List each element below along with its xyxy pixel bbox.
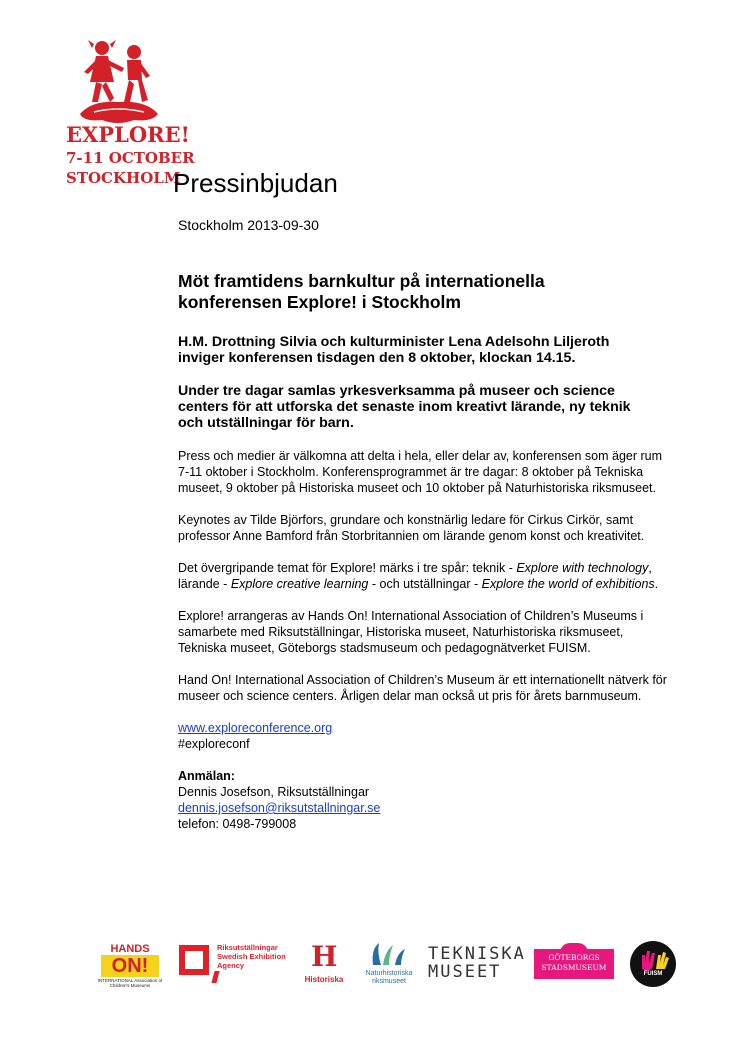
riksutstallningar-text	[217, 943, 286, 970]
body-paragraph-3	[178, 560, 698, 592]
headline-line: Möt framtidens barnkultur på internationella	[178, 271, 545, 291]
page-title: Pressinbjudan	[173, 168, 338, 198]
logo-dates: 7-11 OCTOBER	[66, 149, 195, 167]
track-name: Explore the world of exhibitions	[481, 577, 655, 591]
body-paragraph-1	[178, 448, 698, 496]
headline	[178, 271, 698, 313]
tekniska-line: MUSEET	[428, 962, 502, 982]
riksutstallningar-line: Agency	[217, 961, 245, 970]
body-text: - och utställningar -	[368, 577, 482, 591]
lead-paragraph-1	[178, 334, 698, 366]
hashtag: #exploreconf	[178, 737, 250, 751]
links-block	[178, 720, 698, 752]
children-running-icon	[72, 36, 164, 126]
body-text: ,	[648, 561, 652, 575]
body-line: professor Anne Bamford från Storbritannien om lärande genom konst och kreativitet.	[178, 529, 645, 543]
body-text: lärande -	[178, 577, 231, 591]
riksutstallningar-line: Swedish Exhibition	[217, 952, 286, 961]
tekniska-line: TEKNISKA	[428, 944, 526, 964]
hands-on-logo-mid: ON!	[101, 955, 159, 977]
partner-logos	[97, 935, 677, 995]
body-line	[178, 560, 698, 576]
goteborgs-line: GÖTEBORGS	[548, 953, 600, 962]
tekniska-museet-logo	[428, 945, 524, 985]
naturhistoriska-line: riksmuseet	[372, 978, 406, 985]
logo-title: EXPLORE!	[66, 122, 190, 147]
naturhistoriska-mark-icon	[361, 939, 417, 969]
hands-on-logo-top: HANDS	[110, 943, 150, 955]
naturhistoriska-name	[361, 970, 417, 986]
lead-line: Under tre dagar samlas yrkesverksamma på museer och science	[178, 383, 615, 399]
historiska-h-icon: H	[311, 940, 338, 973]
lead-line: centers för att utforska det senaste inom kreativt lärande, ny teknik	[178, 399, 631, 415]
body-text: Det övergripande temat för Explore! märks i tre spår: teknik -	[178, 561, 517, 575]
historiska-logo	[302, 941, 344, 991]
lead-paragraph-2	[178, 383, 698, 431]
lead-line: och utställningar för barn.	[178, 415, 354, 431]
body-paragraph-2	[178, 512, 698, 544]
body-line: Tekniska museet, Göteborgs stadsmuseum och pedagognätverket FUISM.	[178, 641, 591, 655]
lead-line: H.M. Drottning Silvia och kulturminister Lena Adelsohn Liljeroth	[178, 334, 610, 350]
website-link[interactable]: www.exploreconference.org	[178, 721, 333, 735]
explore-logo	[66, 36, 195, 196]
naturhistoriska-logo	[361, 939, 417, 989]
hands-on-logo	[97, 943, 163, 988]
document-body	[178, 271, 698, 848]
body-line: Hand On! International Association of Children’s Museum är ett internationellt nätverk för	[178, 673, 667, 687]
headline-line: konferensen Explore! i Stockholm	[178, 292, 461, 312]
track-name: Explore creative learning	[230, 577, 369, 591]
riksutstallningar-square-icon	[179, 945, 209, 975]
goteborgs-text	[534, 953, 614, 973]
goteborgs-line: STADSMUSEUM	[541, 963, 607, 972]
track-name: Explore with technology	[516, 561, 649, 575]
hands-on-logo-bottom: INTERNATIONAL Association of Children's Museums	[97, 978, 163, 988]
body-text: .	[654, 577, 659, 591]
fuism-logo	[630, 941, 676, 987]
contact-email-link[interactable]: dennis.josefson@riksutstallningar.se	[178, 801, 381, 815]
body-paragraph-4	[178, 608, 698, 656]
riksutstallningar-comma-icon	[211, 971, 219, 983]
contact-block	[178, 768, 698, 832]
contact-label: Anmälan:	[178, 769, 235, 783]
goteborgs-stadsmuseum-logo	[534, 943, 614, 981]
naturhistoriska-line: Naturhistoriska	[365, 970, 413, 977]
riksutstallningar-line: Riksutställningar	[217, 943, 278, 952]
historiska-name: Historiska	[304, 975, 344, 984]
body-line: museer och science centers. Årligen delar man också ut pris för årets barnmuseum.	[178, 689, 642, 703]
logo-city: STOCKHOLM	[66, 169, 181, 187]
body-line: Keynotes av Tilde Björfors, grundare och konstnärlig ledare för Cirkus Cirkör, samt	[178, 513, 634, 527]
riksutstallningar-logo	[179, 943, 291, 989]
body-paragraph-5	[178, 672, 698, 704]
body-line: Press och medier är välkomna att delta i hela, eller delar av, konferensen som äger rum	[178, 449, 663, 463]
body-line: museet, 9 oktober på Historiska museet och 10 oktober på Naturhistoriska riksmuseet.	[178, 481, 656, 495]
fuism-name: FUISM	[643, 971, 663, 977]
body-line	[178, 576, 698, 592]
fuism-hands-icon	[630, 943, 676, 973]
body-line: Explore! arrangeras av Hands On! International Association of Children’s Museums i	[178, 609, 644, 623]
contact-name: Dennis Josefson, Riksutställningar	[178, 785, 370, 799]
body-line: 7-11 oktober i Stockholm. Konferensprogrammet är tre dagar: 8 oktober på Tekniska	[178, 465, 644, 479]
contact-phone: telefon: 0498-799008	[178, 817, 297, 831]
dateline: Stockholm 2013-09-30	[178, 217, 319, 233]
lead-line: inviger konferensen tisdagen den 8 oktober, klockan 14.15.	[178, 350, 576, 366]
body-line: samarbete med Riksutställningar, Historiska museet, Naturhistoriska riksmuseet,	[178, 625, 624, 639]
